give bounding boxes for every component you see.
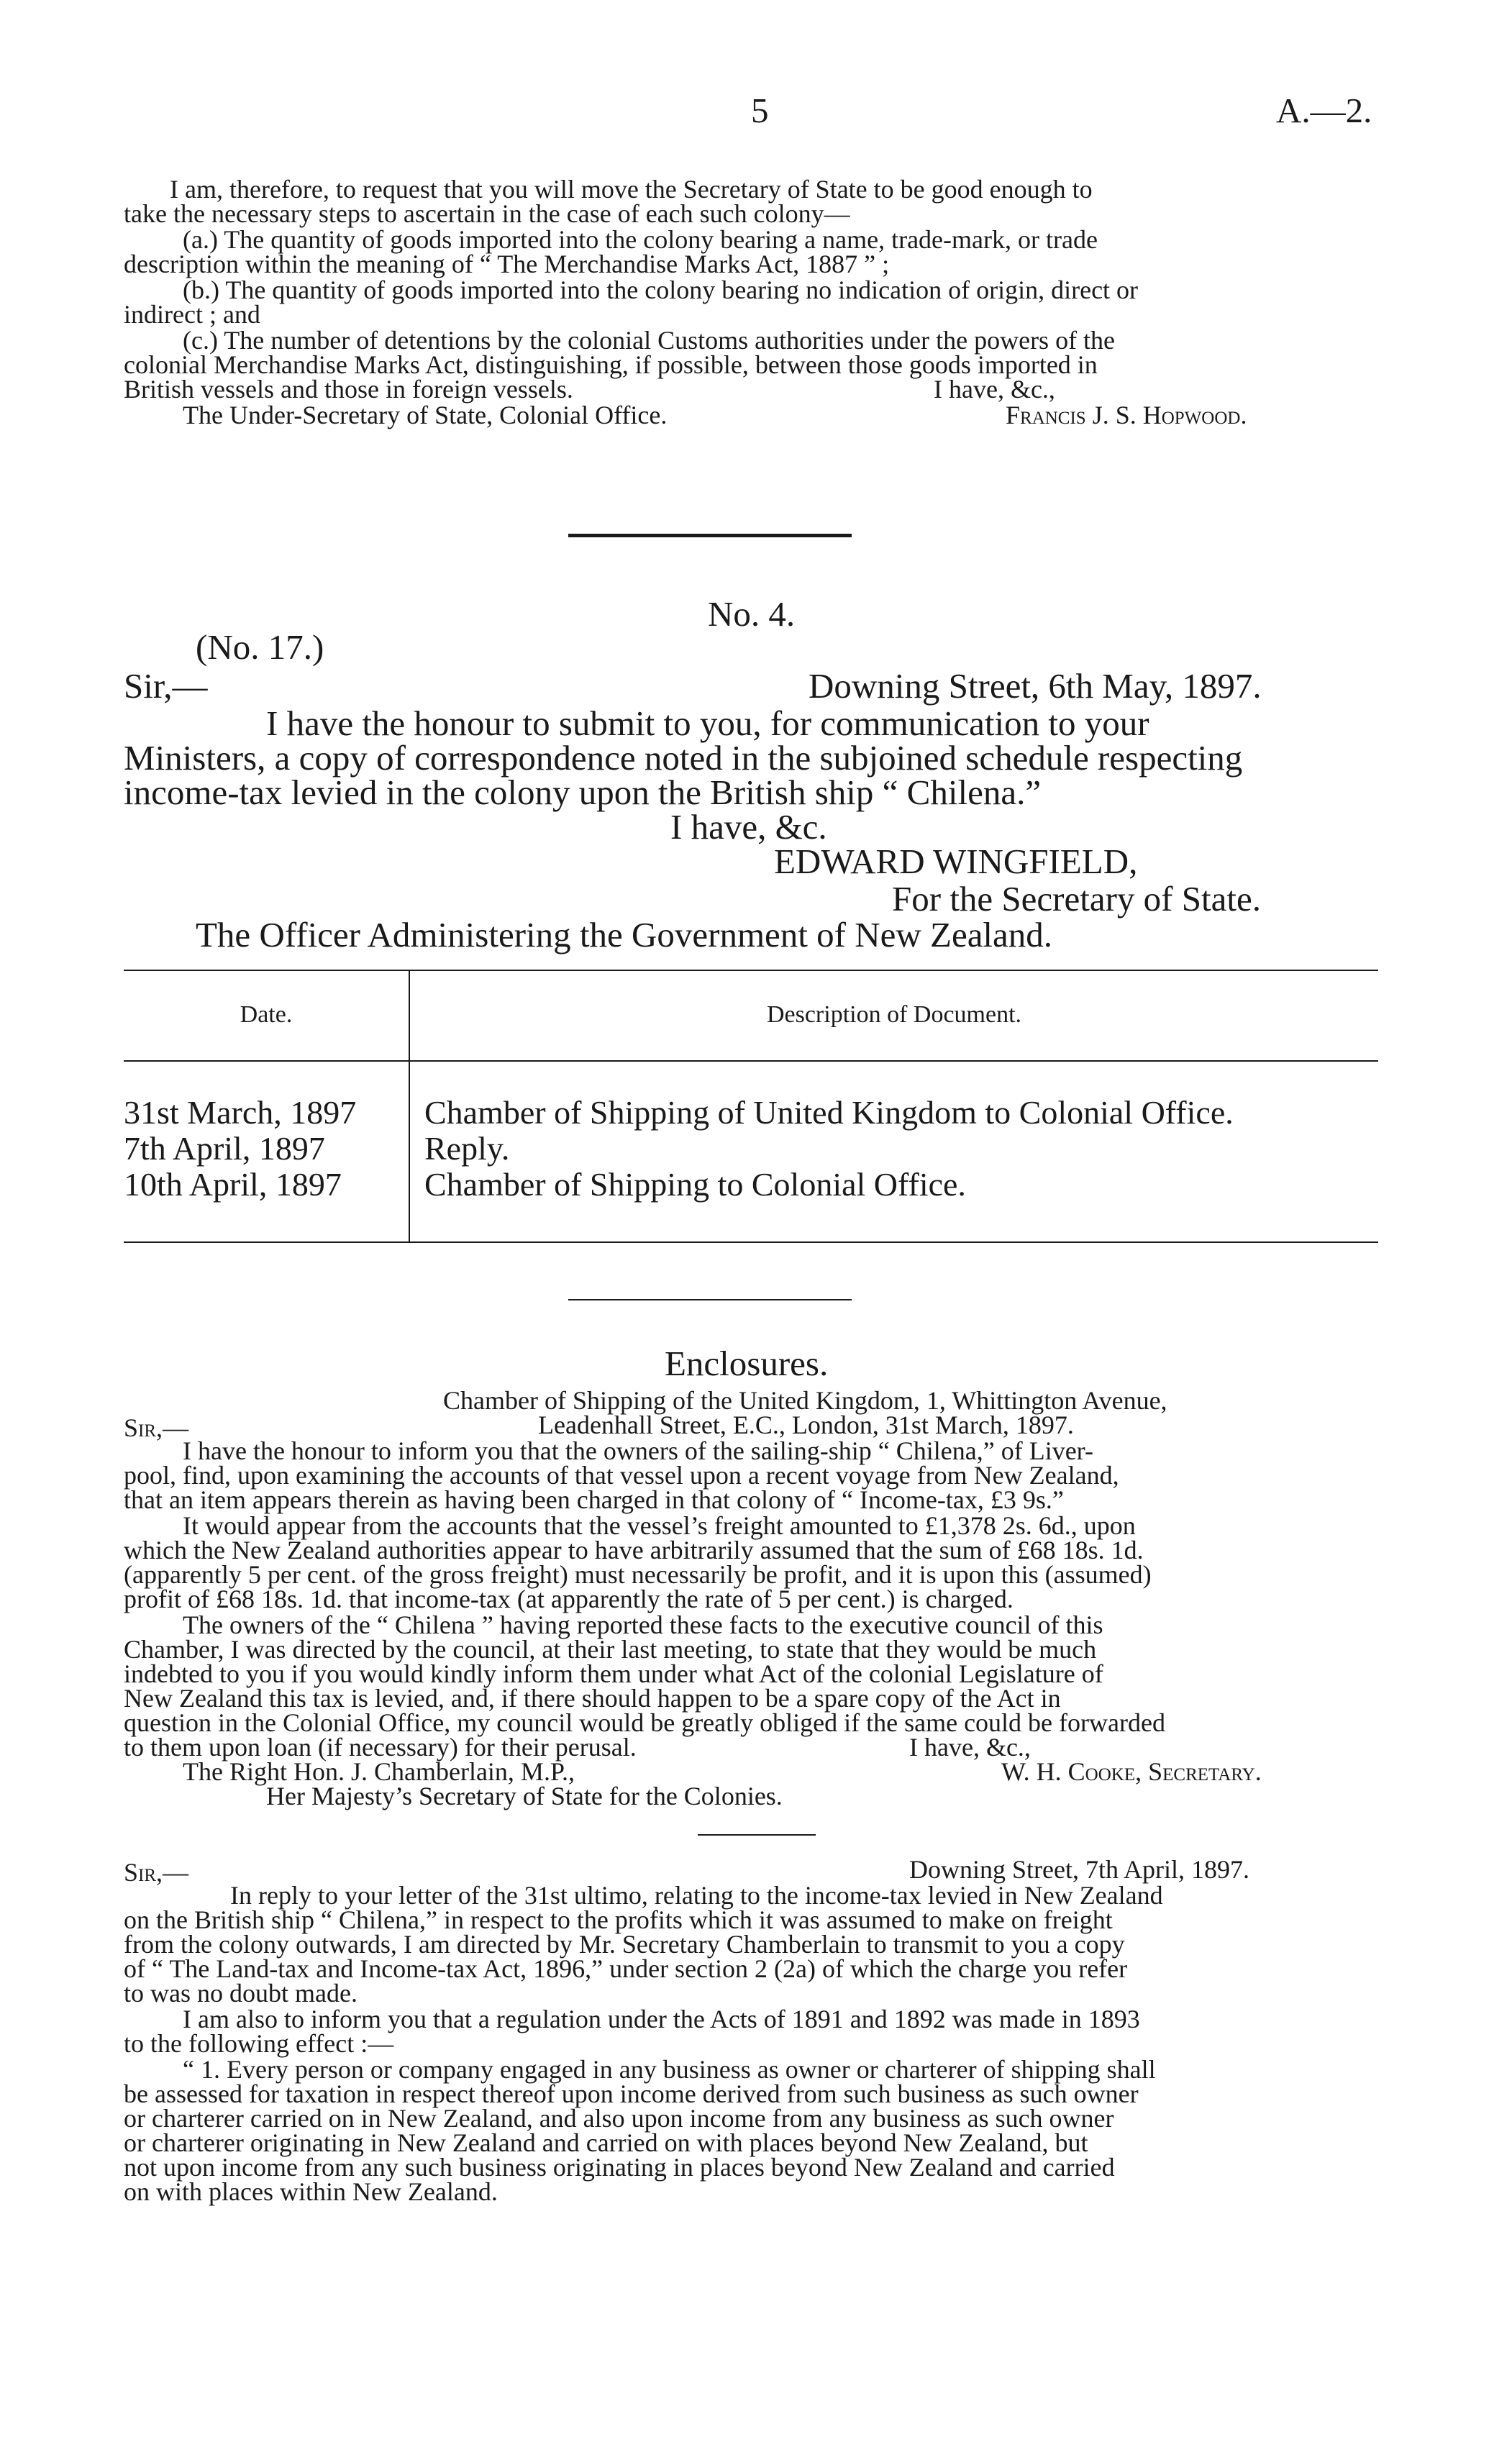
text-line: which the New Zealand authorities appear to have arbitrarily assumed that the sum of £68 18s. 1d. <box>124 1536 1144 1564</box>
section-divider <box>568 534 852 537</box>
signatory: W. H. Cooke, Secretary. <box>1001 1757 1262 1786</box>
address-line: Leadenhall Street, E.C., London, 31st March, 1897. <box>538 1411 1074 1439</box>
text-line: “ 1. Every person or company engaged in any business as owner or charterer of shipping shall <box>183 2055 1156 2084</box>
text-line: that an item appears therein as having been charged in that colony of “ Income-tax, £3 9s.” <box>124 1485 1064 1514</box>
signatory: EDWARD WINGFIELD, <box>774 842 1138 881</box>
section-divider <box>568 1299 852 1300</box>
row-date: 7th April, 1897 <box>124 1130 325 1167</box>
salutation: Sir,— <box>124 1413 189 1442</box>
text-line: income-tax levied in the colony upon the British ship “ Chilena.” <box>124 773 1042 812</box>
salutation: Sir,— <box>124 1858 189 1887</box>
addressee: The Officer Administering the Government of New Zealand. <box>196 915 1053 954</box>
signatory: Francis J. S. Hopwood. <box>1006 401 1247 429</box>
place-date: Downing Street, 7th April, 1897. <box>909 1855 1249 1884</box>
text-line: (c.) The number of detentions by the colonial Customs authorities under the powers of the <box>183 326 1116 355</box>
column-header-description: Description of Document. <box>766 1001 1022 1028</box>
text-line: indirect ; and <box>124 300 260 329</box>
row-description: Chamber of Shipping of United Kingdom to Colonial Office. <box>424 1094 1234 1131</box>
closing: I have, &c., <box>909 1733 1031 1762</box>
text-line: Chamber, I was directed by the council, at their last meeting, to state that they would be much <box>124 1635 1097 1664</box>
text-line: (apparently 5 per cent. of the gross freight) must necessarily be profit, and it is upon this (assumed) <box>124 1560 1152 1589</box>
section-heading: No. 4. <box>708 594 796 634</box>
row-date: 31st March, 1897 <box>124 1094 357 1131</box>
addressee: The Right Hon. J. Chamberlain, M.P., <box>183 1757 575 1786</box>
text-line: Ministers, a copy of correspondence noted in the subjoined schedule respecting <box>124 738 1243 778</box>
text-line: be assessed for taxation in respect thereof upon income derived from such business as such owner <box>124 2079 1139 2108</box>
addressee: The Under-Secretary of State, Colonial Office. <box>183 401 668 429</box>
text-line: colonial Merchandise Marks Act, distinguishing, if possible, between those goods imported in <box>124 350 1098 379</box>
address-line: Chamber of Shipping of the United Kingdom, 1, Whittington Avenue, <box>443 1386 1167 1415</box>
text-line: on the British ship “ Chilena,” in respect to the profits which it was assumed to make on freight <box>124 1905 1113 1934</box>
text-line: In reply to your letter of the 31st ultimo, relating to the income-tax levied in New Zealand <box>230 1881 1163 1910</box>
text-line: (a.) The quantity of goods imported into the colony bearing a name, trade-mark, or trade <box>183 225 1098 254</box>
text-line: not upon income from any such business originating in places beyond New Zealand and carried <box>124 2153 1115 2182</box>
text-line: The owners of the “ Chilena ” having reported these facts to the executive council of this <box>183 1610 1103 1639</box>
salutation: Sir,— <box>124 666 208 706</box>
text-line: to the following effect :— <box>124 2029 394 2058</box>
closing: I have, &c., <box>934 375 1055 404</box>
text-line: to them upon loan (if necessary) for their perusal. <box>124 1733 637 1762</box>
text-line: (b.) The quantity of goods imported into the colony bearing no indication of origin, direct or <box>183 275 1139 304</box>
text-line: indebted to you if you would kindly inform them under what Act of the colonial Legislature of <box>124 1659 1103 1688</box>
table-header-rule <box>124 1060 1378 1062</box>
text-line: It would appear from the accounts that the vessel’s freight amounted to £1,378 2s. 6d., upon <box>183 1511 1136 1540</box>
paper-reference: A.—2. <box>1276 91 1372 130</box>
text-line: I am, therefore, to request that you will move the Secretary of State to be good enough to <box>170 175 1093 204</box>
text-line: British vessels and those in foreign vessels. <box>124 375 573 404</box>
letter-divider <box>698 1834 816 1836</box>
enclosures-heading: Enclosures. <box>665 1344 829 1383</box>
text-line: of “ The Land-tax and Income-tax Act, 1896,” under section 2 (2a) of which the charge you refer <box>124 1954 1128 1983</box>
despatch-number: (No. 17.) <box>196 627 324 667</box>
page-number: 5 <box>751 91 769 130</box>
place-date: Downing Street, 6th May, 1897. <box>809 666 1262 706</box>
text-line: on with places within New Zealand. <box>124 2177 498 2206</box>
text-line: I have the honour to submit to you, for communication to your <box>266 703 1149 743</box>
text-line: from the colony outwards, I am directed by Mr. Secretary Chamberlain to transmit to you a copy <box>124 1930 1125 1959</box>
row-description: Reply. <box>424 1130 510 1167</box>
text-line: or charterer carried on in New Zealand, and also upon income from any business as such owner <box>124 2104 1114 2133</box>
text-line: take the necessary steps to ascertain in the case of each such colony— <box>124 199 850 228</box>
table-bottom-rule <box>124 1241 1378 1243</box>
closing: I have, &c. <box>670 807 827 847</box>
text-line: New Zealand this tax is levied, and, if there should happen to be a spare copy of the Act in <box>124 1684 1061 1713</box>
row-date: 10th April, 1897 <box>124 1166 342 1203</box>
column-header-date: Date. <box>240 1001 293 1028</box>
text-line: to was no doubt made. <box>124 1979 357 2008</box>
table-top-rule <box>124 970 1378 971</box>
text-line: pool, find, upon examining the accounts of that vessel upon a recent voyage from New Zealand, <box>124 1461 1119 1490</box>
signatory-role: For the Secretary of State. <box>892 879 1261 919</box>
text-line: I am also to inform you that a regulation under the Acts of 1891 and 1892 was made in 1893 <box>183 2005 1140 2033</box>
text-line: question in the Colonial Office, my council would be greatly obliged if the same could be forwarded <box>124 1708 1165 1737</box>
text-line: or charterer originating in New Zealand and carried on with places beyond New Zealand, but <box>124 2128 1088 2157</box>
text-line: description within the meaning of “ The Merchandise Marks Act, 1887 ” ; <box>124 250 890 278</box>
text-line: profit of £68 18s. 1d. that income-tax (at apparently the rate of 5 per cent.) is charged. <box>124 1585 1014 1613</box>
text-line: I have the honour to inform you that the owners of the sailing-ship “ Chilena,” of Liver- <box>183 1436 1093 1465</box>
row-description: Chamber of Shipping to Colonial Office. <box>424 1166 966 1203</box>
addressee-role: Her Majesty’s Secretary of State for the Colonies. <box>266 1782 783 1810</box>
